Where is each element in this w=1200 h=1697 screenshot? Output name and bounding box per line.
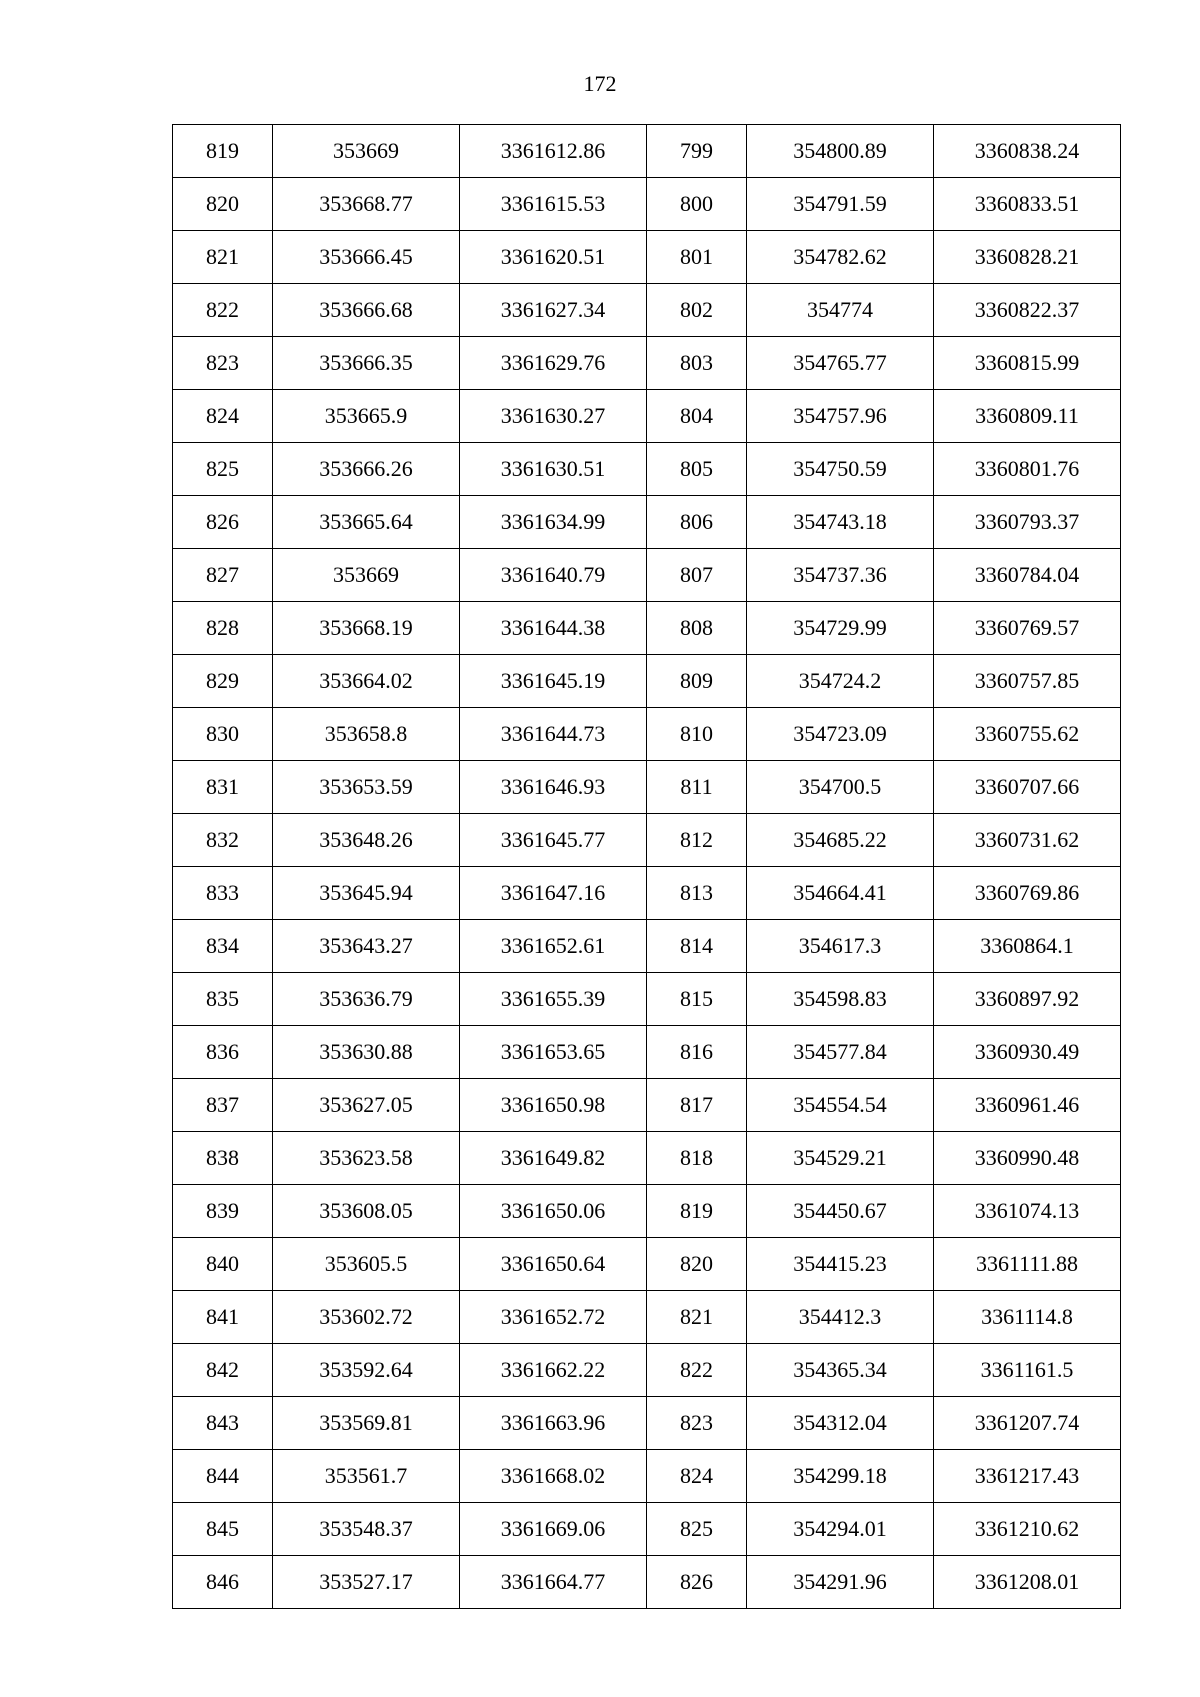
point-id-cell: 799 [647,125,747,178]
x-coordinate-cell: 354737.36 [747,549,934,602]
y-coordinate-cell: 3361664.77 [460,1556,647,1609]
x-coordinate-cell: 354554.54 [747,1079,934,1132]
point-id-cell: 844 [173,1450,273,1503]
point-id-cell: 807 [647,549,747,602]
y-coordinate-cell: 3360809.11 [934,390,1121,443]
x-coordinate-cell: 354800.89 [747,125,934,178]
x-coordinate-cell: 353592.64 [273,1344,460,1397]
point-id-cell: 823 [173,337,273,390]
x-coordinate-cell: 354782.62 [747,231,934,284]
point-id-cell: 829 [173,655,273,708]
y-coordinate-cell: 3360757.85 [934,655,1121,708]
y-coordinate-cell: 3361644.73 [460,708,647,761]
point-id-cell: 825 [173,443,273,496]
y-coordinate-cell: 3361161.5 [934,1344,1121,1397]
y-coordinate-cell: 3360833.51 [934,178,1121,231]
y-coordinate-cell: 3361646.93 [460,761,647,814]
x-coordinate-cell: 353669 [273,549,460,602]
y-coordinate-cell: 3361663.96 [460,1397,647,1450]
x-coordinate-cell: 354664.41 [747,867,934,920]
x-coordinate-cell: 353643.27 [273,920,460,973]
y-coordinate-cell: 3361645.77 [460,814,647,867]
y-coordinate-cell: 3361644.38 [460,602,647,655]
table-row [173,1556,1121,1609]
y-coordinate-cell: 3361111.88 [934,1238,1121,1291]
point-id-cell: 846 [173,1556,273,1609]
coordinate-table-body [173,125,1121,1609]
y-coordinate-cell: 3361650.98 [460,1079,647,1132]
y-coordinate-cell: 3361645.19 [460,655,647,708]
x-coordinate-cell: 353666.35 [273,337,460,390]
y-coordinate-cell: 3361647.16 [460,867,647,920]
x-coordinate-cell: 353668.19 [273,602,460,655]
x-coordinate-cell: 353645.94 [273,867,460,920]
x-coordinate-cell: 354529.21 [747,1132,934,1185]
x-coordinate-cell: 354723.09 [747,708,934,761]
y-coordinate-cell: 3360897.92 [934,973,1121,1026]
y-coordinate-cell: 3361650.06 [460,1185,647,1238]
table-row [173,1026,1121,1079]
x-coordinate-cell: 354765.77 [747,337,934,390]
table-row [173,1185,1121,1238]
point-id-cell: 822 [173,284,273,337]
point-id-cell: 806 [647,496,747,549]
y-coordinate-cell: 3360815.99 [934,337,1121,390]
point-id-cell: 838 [173,1132,273,1185]
table-row [173,1238,1121,1291]
point-id-cell: 815 [647,973,747,1026]
y-coordinate-cell: 3360961.46 [934,1079,1121,1132]
point-id-cell: 811 [647,761,747,814]
point-id-cell: 810 [647,708,747,761]
table-row [173,231,1121,284]
point-id-cell: 843 [173,1397,273,1450]
x-coordinate-cell: 354729.99 [747,602,934,655]
x-coordinate-cell: 353636.79 [273,973,460,1026]
x-coordinate-cell: 353658.8 [273,708,460,761]
point-id-cell: 802 [647,284,747,337]
point-id-cell: 823 [647,1397,747,1450]
y-coordinate-cell: 3360990.48 [934,1132,1121,1185]
x-coordinate-cell: 354685.22 [747,814,934,867]
table-row [173,284,1121,337]
point-id-cell: 837 [173,1079,273,1132]
point-id-cell: 819 [173,125,273,178]
point-id-cell: 835 [173,973,273,1026]
point-id-cell: 809 [647,655,747,708]
x-coordinate-cell: 354750.59 [747,443,934,496]
table-row [173,390,1121,443]
point-id-cell: 840 [173,1238,273,1291]
y-coordinate-cell: 3360828.21 [934,231,1121,284]
point-id-cell: 813 [647,867,747,920]
x-coordinate-cell: 354617.3 [747,920,934,973]
table-row [173,761,1121,814]
table-row [173,867,1121,920]
y-coordinate-cell: 3361649.82 [460,1132,647,1185]
point-id-cell: 839 [173,1185,273,1238]
point-id-cell: 817 [647,1079,747,1132]
y-coordinate-cell: 3361634.99 [460,496,647,549]
x-coordinate-cell: 354757.96 [747,390,934,443]
table-row [173,1397,1121,1450]
y-coordinate-cell: 3361620.51 [460,231,647,284]
x-coordinate-cell: 353605.5 [273,1238,460,1291]
table-row [173,125,1121,178]
x-coordinate-cell: 354724.2 [747,655,934,708]
y-coordinate-cell: 3361615.53 [460,178,647,231]
point-id-cell: 808 [647,602,747,655]
point-id-cell: 822 [647,1344,747,1397]
coordinate-table [172,124,1121,1609]
table-row [173,443,1121,496]
y-coordinate-cell: 3361652.72 [460,1291,647,1344]
point-id-cell: 804 [647,390,747,443]
table-row [173,1079,1121,1132]
y-coordinate-cell: 3360822.37 [934,284,1121,337]
point-id-cell: 819 [647,1185,747,1238]
point-id-cell: 800 [647,178,747,231]
x-coordinate-cell: 353627.05 [273,1079,460,1132]
y-coordinate-cell: 3361210.62 [934,1503,1121,1556]
table-row [173,178,1121,231]
point-id-cell: 816 [647,1026,747,1079]
x-coordinate-cell: 354299.18 [747,1450,934,1503]
point-id-cell: 825 [647,1503,747,1556]
point-id-cell: 801 [647,231,747,284]
point-id-cell: 842 [173,1344,273,1397]
point-id-cell: 824 [647,1450,747,1503]
y-coordinate-cell: 3360731.62 [934,814,1121,867]
x-coordinate-cell: 354415.23 [747,1238,934,1291]
table-row [173,1344,1121,1397]
point-id-cell: 841 [173,1291,273,1344]
y-coordinate-cell: 3361652.61 [460,920,647,973]
table-row [173,549,1121,602]
y-coordinate-cell: 3360864.1 [934,920,1121,973]
x-coordinate-cell: 353668.77 [273,178,460,231]
y-coordinate-cell: 3361630.51 [460,443,647,496]
y-coordinate-cell: 3361655.39 [460,973,647,1026]
table-row [173,1132,1121,1185]
x-coordinate-cell: 353569.81 [273,1397,460,1450]
x-coordinate-cell: 353648.26 [273,814,460,867]
x-coordinate-cell: 353561.7 [273,1450,460,1503]
x-coordinate-cell: 353630.88 [273,1026,460,1079]
x-coordinate-cell: 353666.45 [273,231,460,284]
point-id-cell: 812 [647,814,747,867]
point-id-cell: 803 [647,337,747,390]
x-coordinate-cell: 353666.26 [273,443,460,496]
x-coordinate-cell: 353602.72 [273,1291,460,1344]
y-coordinate-cell: 3361669.06 [460,1503,647,1556]
x-coordinate-cell: 353527.17 [273,1556,460,1609]
x-coordinate-cell: 354294.01 [747,1503,934,1556]
y-coordinate-cell: 3361640.79 [460,549,647,602]
x-coordinate-cell: 353666.68 [273,284,460,337]
point-id-cell: 830 [173,708,273,761]
point-id-cell: 821 [647,1291,747,1344]
point-id-cell: 805 [647,443,747,496]
y-coordinate-cell: 3361612.86 [460,125,647,178]
x-coordinate-cell: 353669 [273,125,460,178]
x-coordinate-cell: 354791.59 [747,178,934,231]
x-coordinate-cell: 354312.04 [747,1397,934,1450]
point-id-cell: 824 [173,390,273,443]
y-coordinate-cell: 3361650.64 [460,1238,647,1291]
x-coordinate-cell: 354365.34 [747,1344,934,1397]
x-coordinate-cell: 354774 [747,284,934,337]
x-coordinate-cell: 353623.58 [273,1132,460,1185]
point-id-cell: 832 [173,814,273,867]
table-row [173,1450,1121,1503]
table-row [173,602,1121,655]
x-coordinate-cell: 354743.18 [747,496,934,549]
y-coordinate-cell: 3360801.76 [934,443,1121,496]
point-id-cell: 831 [173,761,273,814]
y-coordinate-cell: 3361208.01 [934,1556,1121,1609]
page-number: 172 [583,71,617,96]
point-id-cell: 821 [173,231,273,284]
point-id-cell: 826 [173,496,273,549]
point-id-cell: 836 [173,1026,273,1079]
y-coordinate-cell: 3360930.49 [934,1026,1121,1079]
x-coordinate-cell: 353665.9 [273,390,460,443]
x-coordinate-cell: 354598.83 [747,973,934,1026]
y-coordinate-cell: 3360769.57 [934,602,1121,655]
point-id-cell: 833 [173,867,273,920]
point-id-cell: 814 [647,920,747,973]
table-row [173,496,1121,549]
y-coordinate-cell: 3360707.66 [934,761,1121,814]
y-coordinate-cell: 3361668.02 [460,1450,647,1503]
x-coordinate-cell: 354291.96 [747,1556,934,1609]
point-id-cell: 827 [173,549,273,602]
table-row [173,920,1121,973]
table-row [173,1503,1121,1556]
x-coordinate-cell: 354577.84 [747,1026,934,1079]
x-coordinate-cell: 354700.5 [747,761,934,814]
y-coordinate-cell: 3360784.04 [934,549,1121,602]
x-coordinate-cell: 353664.02 [273,655,460,708]
point-id-cell: 820 [173,178,273,231]
x-coordinate-cell: 353548.37 [273,1503,460,1556]
y-coordinate-cell: 3361627.34 [460,284,647,337]
y-coordinate-cell: 3361653.65 [460,1026,647,1079]
point-id-cell: 826 [647,1556,747,1609]
point-id-cell: 834 [173,920,273,973]
point-id-cell: 820 [647,1238,747,1291]
y-coordinate-cell: 3361074.13 [934,1185,1121,1238]
y-coordinate-cell: 3361207.74 [934,1397,1121,1450]
point-id-cell: 845 [173,1503,273,1556]
table-row [173,973,1121,1026]
y-coordinate-cell: 3361217.43 [934,1450,1121,1503]
y-coordinate-cell: 3360755.62 [934,708,1121,761]
x-coordinate-cell: 354412.3 [747,1291,934,1344]
y-coordinate-cell: 3361662.22 [460,1344,647,1397]
point-id-cell: 818 [647,1132,747,1185]
table-row [173,337,1121,390]
x-coordinate-cell: 353665.64 [273,496,460,549]
x-coordinate-cell: 354450.67 [747,1185,934,1238]
y-coordinate-cell: 3360838.24 [934,125,1121,178]
y-coordinate-cell: 3361114.8 [934,1291,1121,1344]
x-coordinate-cell: 353653.59 [273,761,460,814]
x-coordinate-cell: 353608.05 [273,1185,460,1238]
y-coordinate-cell: 3361630.27 [460,390,647,443]
y-coordinate-cell: 3361629.76 [460,337,647,390]
point-id-cell: 828 [173,602,273,655]
y-coordinate-cell: 3360793.37 [934,496,1121,549]
table-row [173,655,1121,708]
y-coordinate-cell: 3360769.86 [934,867,1121,920]
table-row [173,708,1121,761]
table-row [173,814,1121,867]
table-row [173,1291,1121,1344]
